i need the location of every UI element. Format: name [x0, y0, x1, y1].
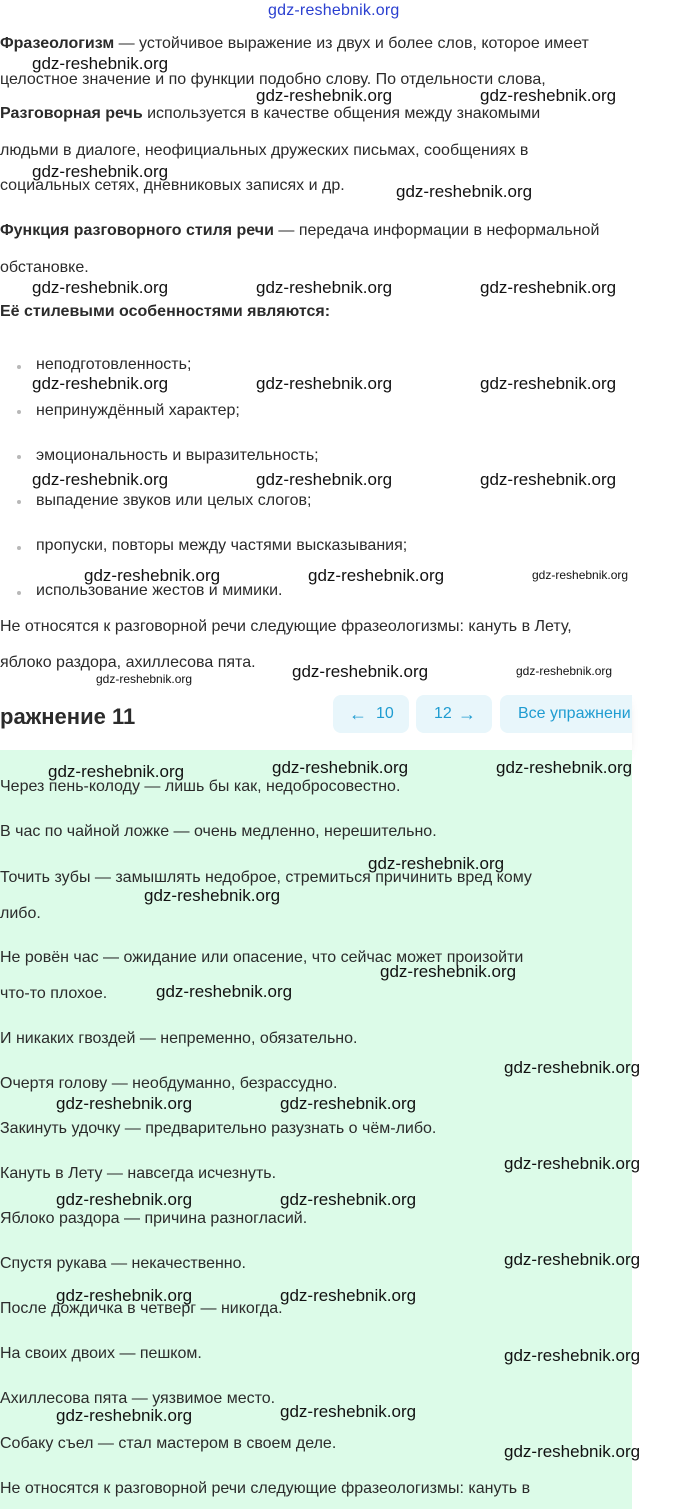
bullet-icon: [17, 410, 21, 414]
watermark: gdz-reshebnik.org: [32, 470, 169, 489]
watermark: gdz-reshebnik.org: [532, 568, 629, 582]
prev-exercise-button[interactable]: [333, 695, 409, 733]
feature-item: непринуждённый характер;: [36, 402, 240, 419]
feature-item: выпадение звуков или целых слогов;: [36, 492, 312, 509]
answer-line: Очертя голову — необдуманно, безрассудно.: [0, 1075, 338, 1092]
watermark: gdz-reshebnik.org: [380, 962, 517, 981]
function-text: — передача информации в неформальной: [273, 222, 600, 239]
all-exercises-button[interactable]: [500, 695, 632, 733]
watermark: gdz-reshebnik.org: [396, 182, 533, 201]
watermark: gdz-reshebnik.org: [48, 762, 185, 781]
answer-line: Кануть в Лету — навсегда исчезнуть.: [0, 1165, 277, 1182]
watermark: gdz-reshebnik.org: [480, 470, 617, 489]
answer-line: Ахиллесова пята — уязвимое место.: [0, 1390, 276, 1407]
watermark: gdz-reshebnik.org: [516, 664, 613, 678]
feature-item: пропуски, повторы между частями высказывания;: [36, 537, 408, 554]
watermark: gdz-reshebnik.org: [504, 1058, 641, 1077]
watermark: gdz-reshebnik.org: [504, 1346, 641, 1365]
watermark: gdz-reshebnik.org: [32, 374, 169, 393]
answer-line: Закинуть удочку — предварительно разузнать о чём-либо.: [0, 1120, 437, 1137]
answer-line: Спустя рукава — некачественно.: [0, 1255, 246, 1272]
watermark: gdz-reshebnik.org: [32, 54, 169, 73]
conclusion-line-1: Не относятся к разговорной речи следующие фразеологизмы: кануть в Лету,: [0, 618, 572, 635]
answer-line: В час по чайной ложке — очень медленно, нерешительно.: [0, 823, 437, 840]
prev-exercise-label: 10: [376, 705, 394, 722]
watermark: gdz-reshebnik.org: [56, 1190, 193, 1209]
watermark: gdz-reshebnik.org: [56, 1286, 193, 1305]
bullet-icon: [17, 500, 21, 504]
conclusion-line-2: яблоко раздора, ахиллесова пята.: [0, 654, 256, 671]
watermark: gdz-reshebnik.org: [280, 1402, 417, 1421]
term-function: Функция разговорного стиля речи: [0, 222, 274, 239]
function-line-1: [0, 220, 680, 242]
watermark: gdz-reshebnik.org: [256, 278, 393, 297]
watermark: gdz-reshebnik.org: [156, 982, 293, 1001]
term-phraseologism: Фразеологизм: [0, 35, 115, 52]
answer-line: После дождичка в четверг — никогда.: [0, 1300, 283, 1317]
watermark: gdz-reshebnik.org: [308, 566, 445, 585]
answer-line: Точить зубы — замышлять недоброе, стремиться причинить вред кому: [0, 869, 532, 886]
watermark: gdz-reshebnik.org: [256, 470, 393, 489]
answer-line: И никаких гвоздей — непременно, обязательно.: [0, 1030, 358, 1047]
feature-item: использование жестов и мимики.: [36, 582, 283, 599]
watermark: gdz-reshebnik.org: [32, 162, 169, 181]
answer-line: Через пень-колоду — лишь бы как, недобросовестно.: [0, 778, 401, 795]
watermark: gdz-reshebnik.org: [280, 1286, 417, 1305]
watermark: gdz-reshebnik.org: [480, 278, 617, 297]
all-exercises-label: Все упражнени: [518, 705, 631, 722]
site-watermark-top: gdz-reshebnik.org: [268, 2, 400, 19]
watermark: gdz-reshebnik.org: [280, 1190, 417, 1209]
bullet-icon: [17, 455, 21, 459]
speech-line-1: [0, 103, 680, 125]
definition-text: — устойчивое выражение из двух и более слов, которое имеет: [114, 35, 589, 52]
term-colloquial-speech: Разговорная речь: [0, 105, 143, 122]
answer-line: что-то плохое.: [0, 985, 108, 1002]
exercise-nav-bar: [0, 690, 632, 750]
watermark: gdz-reshebnik.org: [256, 86, 393, 105]
watermark: gdz-reshebnik.org: [504, 1250, 641, 1269]
next-exercise-button[interactable]: [416, 695, 492, 733]
watermark: gdz-reshebnik.org: [368, 854, 505, 873]
arrow-left-icon: ←: [349, 704, 367, 724]
watermark: gdz-reshebnik.org: [292, 662, 429, 681]
speech-line-3: социальных сетях, дневниковых записях и др.: [0, 177, 345, 194]
watermark: gdz-reshebnik.org: [256, 374, 393, 393]
watermark: gdz-reshebnik.org: [480, 374, 617, 393]
watermark: gdz-reshebnik.org: [504, 1154, 641, 1173]
watermark: gdz-reshebnik.org: [480, 86, 617, 105]
watermark: gdz-reshebnik.org: [56, 1406, 193, 1425]
function-line-2: обстановке.: [0, 259, 89, 276]
definition-line-2: целостное значение и по функции подобно слову. По отдельности слова,: [0, 71, 546, 88]
watermark: gdz-reshebnik.org: [504, 1442, 641, 1461]
definition-line-1: [0, 33, 680, 55]
bullet-icon: [17, 591, 21, 595]
answer-panel: [0, 750, 632, 1509]
watermark: gdz-reshebnik.org: [32, 278, 169, 297]
watermark: gdz-reshebnik.org: [144, 886, 281, 905]
next-exercise-label: 12: [434, 705, 452, 722]
watermark: gdz-reshebnik.org: [56, 1094, 193, 1113]
answer-line: либо.: [0, 905, 41, 922]
arrow-right-icon: →: [458, 704, 476, 724]
watermark: gdz-reshebnik.org: [96, 672, 193, 686]
speech-text: используется в качестве общения между знакомыми: [142, 105, 541, 122]
watermark: gdz-reshebnik.org: [280, 1094, 417, 1113]
watermark: gdz-reshebnik.org: [84, 566, 221, 585]
bullet-icon: [17, 546, 21, 550]
features-heading: Её стилевыми особенностями являются:: [0, 303, 331, 320]
answer-line: Собаку съел — стал мастером в своем деле.: [0, 1435, 337, 1452]
speech-line-2: людьми в диалоге, неофициальных дружеских письмах, сообщениях в: [0, 142, 529, 159]
feature-item: неподготовленность;: [36, 356, 192, 373]
answer-line: Не ровён час — ожидание или опасение, что сейчас может произойти: [0, 949, 524, 966]
watermark: gdz-reshebnik.org: [496, 758, 633, 777]
exercise-title: ражнение 11: [0, 704, 136, 729]
bullet-icon: [17, 365, 21, 369]
feature-item: эмоциональность и выразительность;: [36, 447, 319, 464]
answer-line: Не относятся к разговорной речи следующие фразеологизмы: кануть в: [0, 1480, 531, 1497]
answer-line: На своих двоих — пешком.: [0, 1345, 202, 1362]
watermark: gdz-reshebnik.org: [272, 758, 409, 777]
answer-line: Яблоко раздора — причина разногласий.: [0, 1210, 308, 1227]
